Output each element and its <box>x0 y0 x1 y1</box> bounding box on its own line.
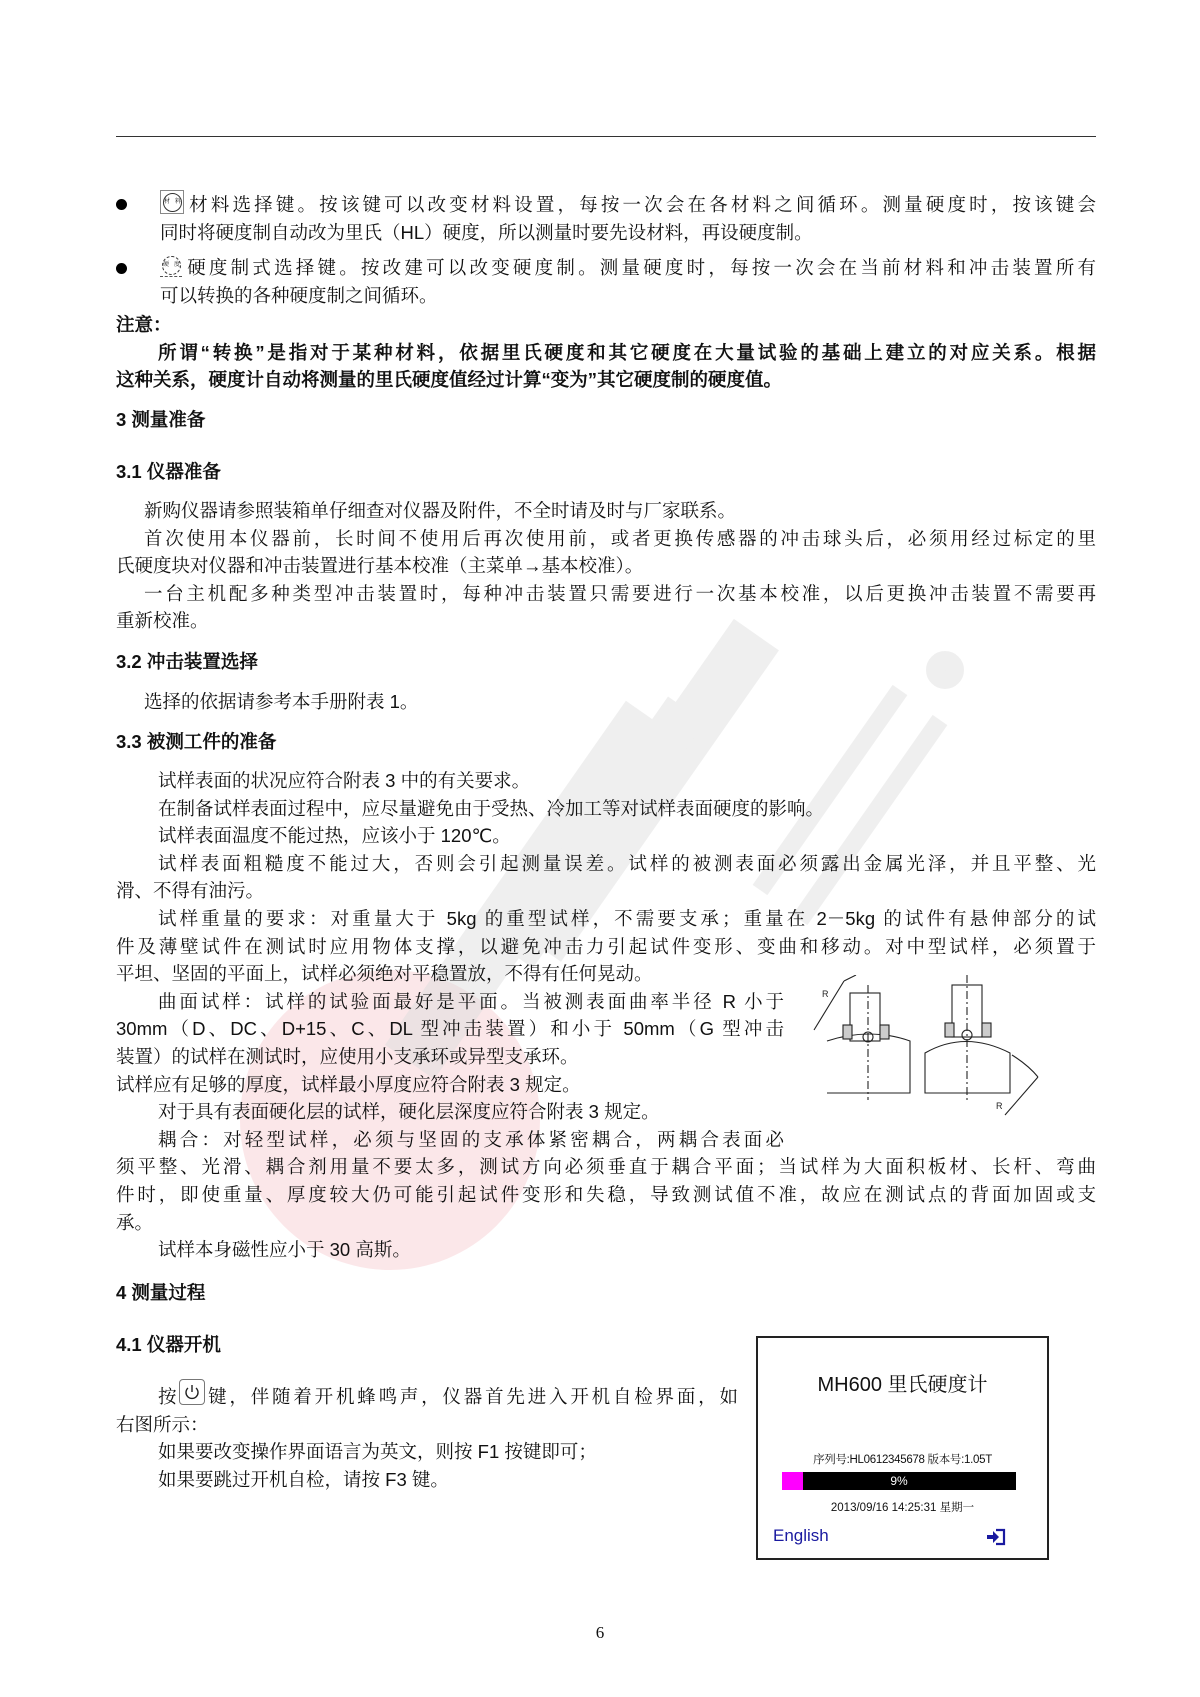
bullet-material-key: 材料 材料选择键。按该键可以改变材料设置，每按一次会在各材料之间循环。测量硬度时，按该键会 同时将硬度制自动改为里氏（HL）硬度，所以测量时要先设材料，再设硬度制。 <box>116 190 1096 246</box>
english-softkey: English <box>773 1526 829 1545</box>
header-rule <box>116 136 1096 137</box>
serial-version-info: 序列号:HL0612345678 版本号:1.05T <box>813 1454 992 1466</box>
page-number: 6 <box>595 1623 605 1642</box>
section-3-2-heading: 3.2 冲击装置选择 <box>116 651 258 672</box>
bullet-dot <box>116 263 127 274</box>
material-key-icon: 材料 <box>160 190 184 214</box>
enter-icon <box>986 1528 1006 1546</box>
convex-specimen-drawing <box>925 975 1038 1115</box>
progress-label: 9% <box>890 1474 908 1488</box>
radius-label: R <box>996 1101 1003 1111</box>
startup-screen-image <box>756 1336 1049 1560</box>
radius-label: R <box>822 989 829 999</box>
section-3-heading: 3 测量准备 <box>116 409 206 430</box>
bullet-hardness-key: 硬度 硬度制式选择键。按改建可以改变硬度制。测量硬度时，每按一次会在当前材料和冲击装置所有 可以转换的各种硬度制之间循环。 <box>116 254 1096 309</box>
section-4-1-body: 按 键，伴随着开机蜂鸣声，仪器首先进入开机自检界面，如 右图所示： 如果要改变操作界面语言为英文，则按 F1 按键即可； 如果要跳过开机自检，请按 F3 键。 <box>116 1379 738 1493</box>
section-3-3-body: 试样表面的状况应符合附表 3 中的有关要求。 在制备试样表面过程中，应尽量避免由于受热、冷加工等对试样表面硬度的影响。 试样表面温度不能过热，应该小于 120℃。 试样表面粗糙度不能过大，否则会引起测量误差。试样的被测表面必须露出金属光泽，并且平整、光 滑、不得有油污。 试样重量的要求：对重量大于 5kg 的重型试样，不需要支承；重量在 2－5kg 的试件有悬伸部分的试 件及薄壁试件在测试时应用物体支撑，以避免冲击力引起试件变形、变曲和移动。对中型试样，必须置于 平坦、坚固的平面上，试样必须绝对平稳置放，不得有任何晃动。 曲面试样：试样的试验面最好是平面。当被测表面曲率半径 R 小于 30mm（D、DC、D+15、C、DL 型冲击装置）和小于 50mm（G 型冲击 装置）的试样在测试时，应使用小支承环或异型支承环。 试样应有足够的厚度，试样最小厚度应符合附表 3 规定。 对于具有表面硬化层的试样，硬化层深度应符合附表 3 规定。 耦合：对轻型试样，必须与坚固的支承体紧密耦合，两耦合表面必 须平整、光滑、耦合剂用量不要太多，测试方向必须垂直于耦合平面；当试样为大面积板材、长杆、弯曲 件时，即使重量、厚度较大仍可能引起试件变形和失稳，导致测试值不准，故应在测试点的背面加固或支 承。 试样本身磁性应小于 30 高斯。 <box>116 770 1096 1261</box>
section-4-heading: 4 测量过程 <box>116 1282 206 1303</box>
screen-datetime: 2013/09/16 14:25:31 星期一 <box>830 1502 975 1514</box>
curved-specimen-figure <box>800 975 1045 1125</box>
screen-title: MH600 里氏硬度计 <box>817 1374 988 1396</box>
power-key-icon <box>179 1379 205 1405</box>
note-label: 注意： <box>116 314 172 335</box>
bullet-dot <box>116 199 127 210</box>
section-3-1-body: 新购仪器请参照装箱单仔细查对仪器及附件，不全时请及时与厂家联系。 首次使用本仪器前，长时间不使用后再次使用前，或者更换传感器的冲击球头后，必须用经过标定的里 氏硬度块对仪器和冲击装置进行基本校准（主菜单→基本校准）。 一台主机配多种类型冲击装置时，每种冲击装置只需要进行一次基本校准，以后更换冲击装置不需要再 重新校准。 <box>116 500 1096 632</box>
note-block: 注意： 所谓“转换”是指对于某种材料，依据里氏硬度和其它硬度在大量试验的基础上建立的对应关系。根据 这种关系，硬度计自动将测量的里氏硬度值经过计算“变为”其它硬度制的硬度值。 <box>116 311 1096 394</box>
hardness-key-icon: 硬度 <box>160 254 182 277</box>
section-3-1-heading: 3.1 仪器准备 <box>116 461 221 482</box>
section-4-1-heading: 4.1 仪器开机 <box>116 1334 221 1355</box>
self-check-progress-bar <box>782 1472 1016 1490</box>
section-3-2-body: 选择的依据请参考本手册附表 1。 <box>144 691 419 712</box>
section-3-3-heading: 3.3 被测工件的准备 <box>116 731 277 752</box>
